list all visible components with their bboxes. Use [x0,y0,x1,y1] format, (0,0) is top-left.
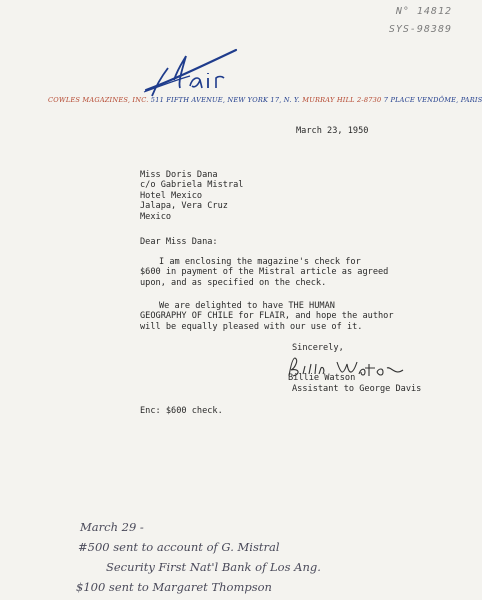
handwritten-line: March 29 - [80,520,144,534]
body-paragraph-1 [140,257,389,288]
handwritten-line: $100 sent to Margaret Thompson [76,580,272,594]
enclosure-note: Enc: $600 check. [140,406,223,416]
recipient-address [140,170,243,222]
handwritten-line: Security First Nat'l Bank of Los Ang. [106,560,321,574]
letterhead-phone: MURRAY HILL 2-8730 [302,96,382,104]
letterhead-paris-address: 7 PLACE VENDÔME, PARIS [383,96,482,104]
recipient-line: Mexico [140,211,172,222]
archive-code: SYS-98389 [388,24,452,35]
salutation: Dear Miss Dana: [140,237,218,247]
archive-number: N° 14812 [395,6,452,17]
letterhead-line [48,96,482,104]
recipient-line: Jalapa, Vera Cruz [140,201,228,212]
handwritten-note [72,517,321,597]
flair-logo [138,46,278,102]
letterhead-address: 511 FIFTH AVENUE, NEW YORK 17, N. Y. [150,96,300,104]
body-paragraph-2 [140,301,394,332]
signer-title: Assistant to George Davis [292,384,422,394]
letterhead-company: COWLES MAGAZINES, INC. [48,96,149,104]
body-line: I am enclosing the magazine's check for [159,257,361,267]
closing: Sincerely, [292,343,344,353]
recipient-line: Hotel Mexico [140,190,203,201]
body-line: will be equally pleased with our use of it. [140,321,363,332]
body-line: GEOGRAPHY OF CHILE for FLAIR, and hope the author [140,311,394,322]
handwritten-line: #500 sent to account of G. Mistral [78,540,280,554]
recipient-line: Miss Doris Dana [140,170,218,180]
signer-name: Billie Watson [288,373,356,383]
body-line: $600 in payment of the Mistral article as agreed [140,267,389,278]
body-line: We are delighted to have THE HUMAN [159,301,335,311]
recipient-line: c/o Gabriela Mistral [140,180,244,191]
body-line: upon, and as specified on the check. [140,277,327,288]
letter-date: March 23, 1950 [296,126,369,136]
